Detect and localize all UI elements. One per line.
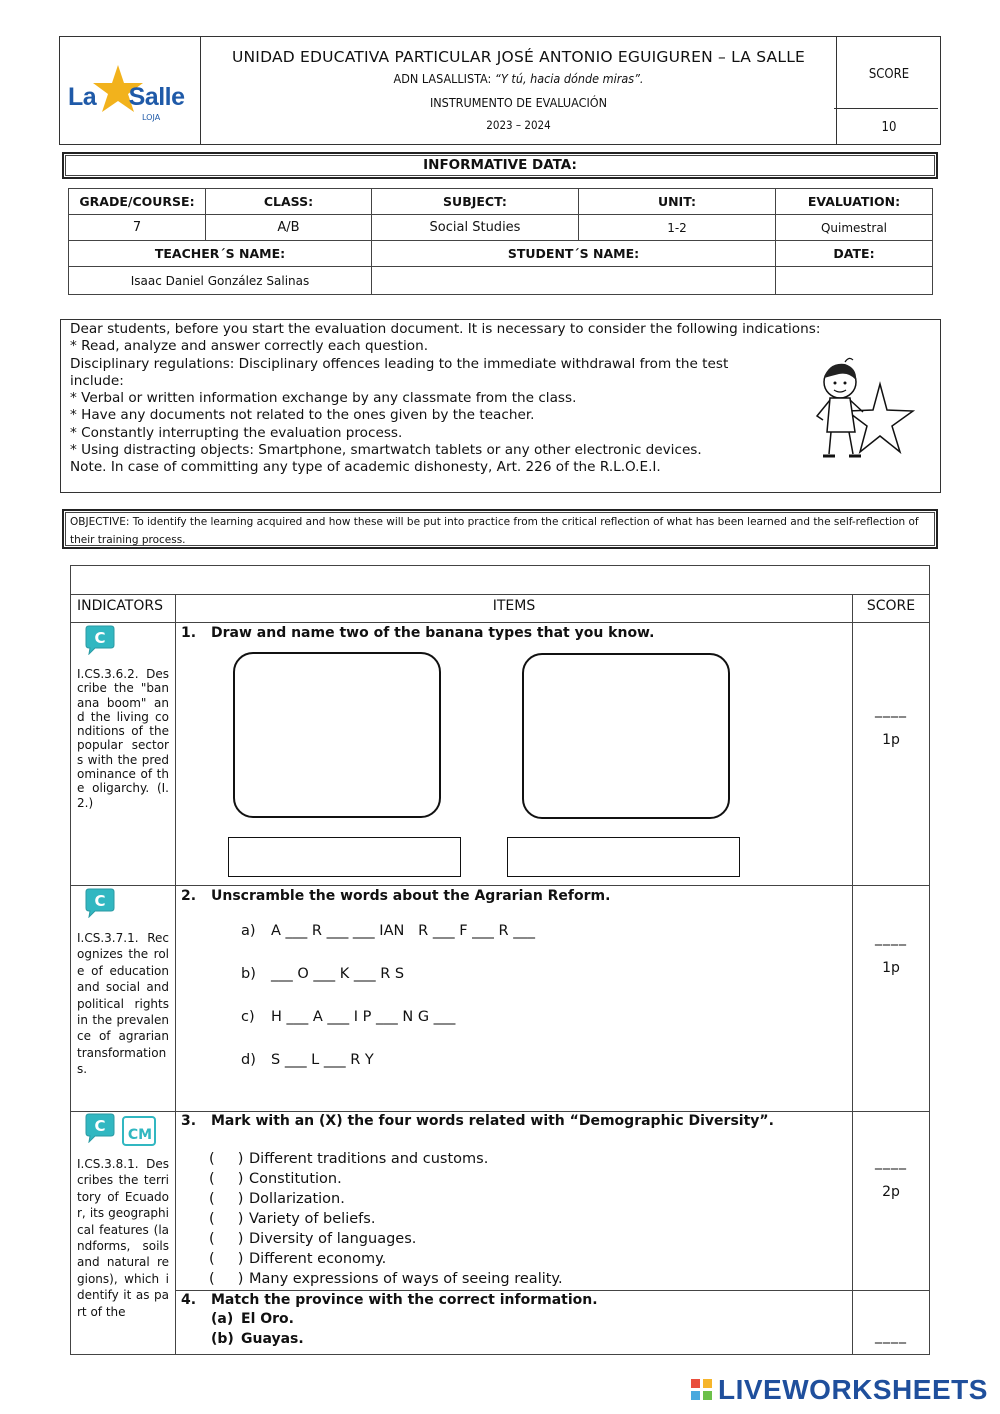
banana-name-input-2[interactable] xyxy=(507,837,740,877)
option-label-1: Different traditions and customs. xyxy=(249,1151,489,1167)
badge-c-letter: C xyxy=(94,629,106,647)
question-2-number: 2. xyxy=(181,888,197,904)
unscramble-word-b[interactable]: ___ O ___ K ___ R S xyxy=(271,966,405,982)
instruction-line: Disciplinary regulations: Disciplinary offences leading to the immediate withdrawal from the test xyxy=(70,355,729,372)
adn-label: ADN LASALLISTA: xyxy=(393,71,492,86)
option-checkbox-4[interactable]: ( ) xyxy=(209,1211,244,1227)
liveworksheets-logo-icon xyxy=(690,1378,714,1402)
question-4-number: 4. xyxy=(181,1292,197,1308)
header-box xyxy=(59,36,941,145)
option-checkbox-6[interactable]: ( ) xyxy=(209,1251,244,1267)
unscramble-letter-d: d) xyxy=(241,1052,256,1068)
evaluation-value: Quimestral xyxy=(776,215,933,241)
unscramble-word-d[interactable]: S ___ L ___ R Y xyxy=(271,1052,374,1068)
school-logo xyxy=(66,57,194,127)
logo-text: La Salle xyxy=(68,83,185,111)
info-header-row xyxy=(69,189,933,215)
evaluation-header: EVALUATION: xyxy=(776,189,933,215)
teacher-name-header: TEACHER´S NAME: xyxy=(69,241,372,267)
option-checkbox-7[interactable]: ( ) xyxy=(209,1271,244,1287)
student-name-header: STUDENT´S NAME: xyxy=(372,241,776,267)
table-line xyxy=(71,885,929,886)
unscramble-letter-c: c) xyxy=(241,1009,255,1025)
indicators-header: INDICATORS xyxy=(77,598,163,614)
badge-c-letter: C xyxy=(94,892,106,910)
score-header: SCORE xyxy=(866,598,916,614)
instruction-line: Dear students, before you start the evaluation document. It is necessary to consider the following indications: xyxy=(70,321,821,337)
table-line xyxy=(71,1111,929,1112)
score-blank-4[interactable]: ____ xyxy=(875,1328,907,1344)
option-checkbox-5[interactable]: ( ) xyxy=(209,1231,244,1247)
objective-box xyxy=(62,509,938,549)
unscramble-word-a[interactable]: A ___ R ___ ___ IAN R ___ F ___ R ___ xyxy=(271,923,535,939)
instruction-line: * Using distracting objects: Smartphone, smartwatch tablets or any other electronic devices. xyxy=(70,442,702,459)
score-blank-2[interactable]: ____ xyxy=(875,930,907,946)
questions-table xyxy=(70,565,930,1355)
match-province-b: Guayas. xyxy=(241,1331,304,1347)
unit-value: 1-2 xyxy=(579,215,776,241)
informative-data-table xyxy=(68,188,933,295)
instruction-line: * Verbal or written information exchange by any classmate from the class. xyxy=(70,390,577,407)
points-1: 1p xyxy=(882,732,900,748)
date-field[interactable] xyxy=(776,267,933,295)
indicator-text-2: I.CS.3.7.1. Recognizes the role of education and social and political rights in the prevalence of agrarian transformations. xyxy=(77,931,169,1077)
watermark-text: LIVEWORKSHEETS xyxy=(718,1374,988,1405)
question-2-title: Unscramble the words about the Agrarian Reform. xyxy=(211,888,611,904)
indicator-text-1: I.CS.3.6.2. Describe the "banana boom" and the living conditions of the popular sectors with the predominance of the oligarchy. (I.2.) xyxy=(77,667,169,810)
badge-c-letter: C xyxy=(94,1117,106,1135)
instruction-line: Note. In case of committing any type of academic dishonesty, Art. 226 of the R.L.O.E.I. xyxy=(70,459,661,476)
instruction-line: include: xyxy=(70,372,124,389)
instrument-title: INSTRUMENTO DE EVALUACIÓN xyxy=(429,95,608,110)
instruction-line: * Read, analyze and answer correctly each question. xyxy=(70,338,429,355)
school-name: UNIDAD EDUCATIVA PARTICULAR JOSÉ ANTONIO EGUIGUREN – LA SALLE xyxy=(231,48,806,66)
student-name-field[interactable] xyxy=(372,267,776,295)
class-header: CLASS: xyxy=(206,189,372,215)
class-value: A/B xyxy=(206,215,372,241)
subject-header: SUBJECT: xyxy=(372,189,579,215)
score-label: SCORE xyxy=(868,67,910,82)
table-line xyxy=(175,594,176,1354)
unit-header: UNIT: xyxy=(579,189,776,215)
question-1-title: Draw and name two of the banana types that you know. xyxy=(211,625,655,641)
unscramble-letter-b: b) xyxy=(241,966,256,982)
question-3-number: 3. xyxy=(181,1113,197,1129)
date-header: DATE: xyxy=(776,241,933,267)
table-line xyxy=(71,622,929,623)
instructions-box xyxy=(60,319,941,493)
indicator-text-3: I.CS.3.8.1. Describes the territory of Ecuador, its geographical features (landforms, soils and natural regions), which identify it as part of the xyxy=(77,1157,169,1319)
grade-header: GRADE/COURSE: xyxy=(69,189,206,215)
instruction-line: * Have any documents not related to the ones given by the teacher. xyxy=(70,407,535,424)
points-2: 1p xyxy=(882,960,900,976)
option-label-7: Many expressions of ways of seeing reality. xyxy=(249,1271,563,1287)
score-blank-3[interactable]: ____ xyxy=(875,1154,907,1170)
unscramble-word-c[interactable]: H ___ A ___ I P ___ N G ___ xyxy=(271,1009,456,1025)
score-blank-1[interactable]: ____ xyxy=(875,702,907,718)
school-year: 2023 – 2024 xyxy=(486,118,551,132)
badge-cm-letters: CM xyxy=(127,1127,153,1143)
option-checkbox-3[interactable]: ( ) xyxy=(209,1191,244,1207)
subject-value: Social Studies xyxy=(372,215,579,241)
match-letter-b: (b) xyxy=(211,1331,234,1347)
option-checkbox-1[interactable]: ( ) xyxy=(209,1151,244,1167)
banana-name-input-1[interactable] xyxy=(228,837,461,877)
info-value-row xyxy=(69,215,933,241)
competency-c-icon xyxy=(83,625,117,655)
option-label-2: Constitution. xyxy=(249,1171,342,1187)
score-value: 10 xyxy=(881,120,897,135)
competency-cm-icon xyxy=(121,1113,157,1149)
question-1-number: 1. xyxy=(181,625,197,641)
competency-c-icon xyxy=(83,888,117,918)
grade-value: 7 xyxy=(69,215,206,241)
instructions-text xyxy=(70,321,821,477)
objective-text: OBJECTIVE: To identify the learning acquired and how these will be put into practice from the critical reflection of what has been learned and the self-reflection of their training process. xyxy=(70,516,919,546)
informative-data-bar xyxy=(62,152,938,179)
competency-c-icon xyxy=(83,1113,117,1143)
score-divider-line xyxy=(834,108,938,109)
informative-data-title: INFORMATIVE DATA: xyxy=(423,157,577,173)
table-line xyxy=(71,594,929,595)
instruction-line: * Constantly interrupting the evaluation process. xyxy=(70,424,403,441)
points-3: 2p xyxy=(882,1184,900,1200)
option-label-4: Variety of beliefs. xyxy=(249,1211,376,1227)
items-header: ITEMS xyxy=(492,598,536,614)
unscramble-letter-a: a) xyxy=(241,923,256,939)
info-names-value-row xyxy=(69,267,933,295)
option-label-3: Dollarization. xyxy=(249,1191,345,1207)
question-3-title: Mark with an (X) the four words related with “Demographic Diversity”. xyxy=(211,1113,774,1129)
option-checkbox-2[interactable]: ( ) xyxy=(209,1171,244,1187)
teacher-name-value: Isaac Daniel González Salinas xyxy=(69,267,372,295)
option-label-5: Diversity of languages. xyxy=(249,1231,417,1247)
kid-with-star-illustration xyxy=(805,354,915,466)
logo-subtext: LOJA xyxy=(142,113,161,122)
question-4-title: Match the province with the correct information. xyxy=(211,1292,598,1308)
match-province-a: El Oro. xyxy=(241,1311,294,1327)
adn-motto: “Y tú, hacia dónde miras”. xyxy=(494,71,644,86)
match-letter-a: (a) xyxy=(211,1311,234,1327)
table-line xyxy=(175,1290,929,1291)
option-label-6: Different economy. xyxy=(249,1251,387,1267)
drawing-box-1[interactable] xyxy=(233,652,441,818)
adn-line xyxy=(201,71,836,86)
drawing-box-2[interactable] xyxy=(522,653,730,819)
info-names-header-row xyxy=(69,241,933,267)
